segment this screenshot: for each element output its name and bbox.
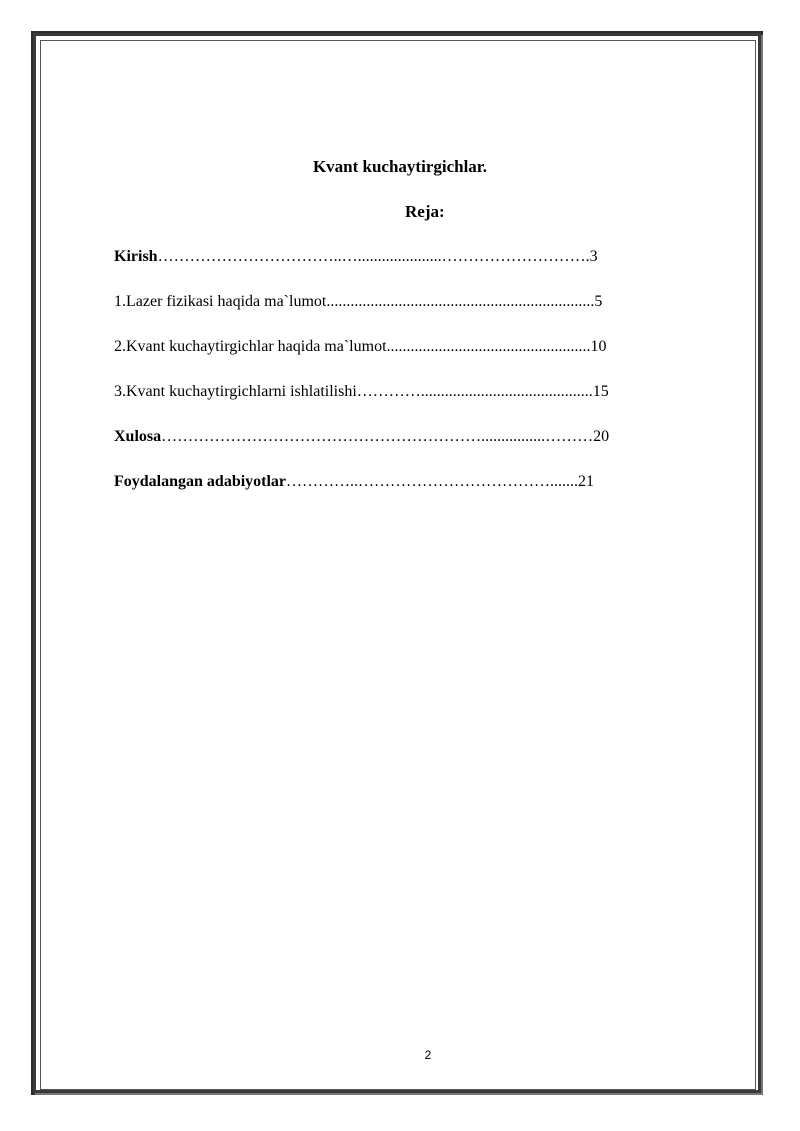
toc-leader: ................................................... <box>386 338 591 355</box>
toc-page-number: 3 <box>589 248 598 265</box>
toc-label: 1.Lazer fizikasi haqida ma`lumot <box>114 293 327 310</box>
toc-label: Xulosa <box>114 428 162 445</box>
toc-leader: …………..………………………………....... <box>286 473 579 490</box>
toc-leader: …………........................................... <box>356 383 593 400</box>
toc-entry-xulosa <box>114 426 714 471</box>
toc-label: 3.Kvant kuchaytirgichlarni ishlatilishi <box>114 383 357 400</box>
toc-leader: ……………………………………………………................……… <box>161 428 594 445</box>
toc-label: Foydalangan adabiyotlar <box>114 473 287 490</box>
toc-page-number: 21 <box>578 473 595 490</box>
toc-entry-lazer <box>114 291 714 336</box>
plan-heading: Reja: <box>405 202 445 221</box>
table-of-contents <box>114 246 714 516</box>
toc-label: Kirish <box>114 248 158 265</box>
toc-leader: ................................................................... <box>326 293 595 310</box>
page-number: 2 <box>424 1048 432 1062</box>
toc-page-number: 20 <box>593 428 610 445</box>
toc-entry-adabiyotlar <box>114 471 714 516</box>
toc-page-number: 15 <box>592 383 609 400</box>
toc-leader: ……………………………..….....................………………………. <box>157 248 590 265</box>
toc-entry-kirish <box>114 246 714 291</box>
page-frame-inner <box>40 40 756 1090</box>
toc-page-number: 10 <box>590 338 607 355</box>
document-title: Kvant kuchaytirgichlar. <box>312 157 488 176</box>
toc-label: 2.Kvant kuchaytirgichlar haqida ma`lumot <box>114 338 387 355</box>
toc-entry-ishlatilishi <box>114 381 714 426</box>
toc-entry-kvant-kuchaytirgichlar <box>114 336 714 381</box>
toc-page-number: 5 <box>594 293 603 310</box>
